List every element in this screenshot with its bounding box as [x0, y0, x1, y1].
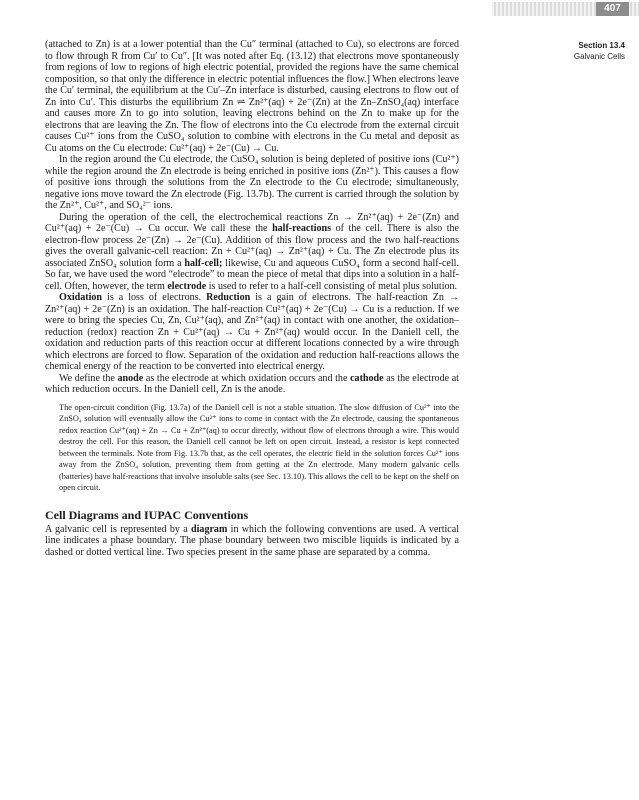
paragraph-5-part-a: We define the [59, 372, 118, 384]
paragraph-4-part-b: is a gain of electrons. The half-reaction Zn → Zn²⁺(aq) + 2e⁻(Zn) is an oxidation. The half-reaction Cu²⁺(aq) + 2e⁻(Cu) → Cu is a reduction. If we were to bring the species Cu, Zn, Cu²⁺(aq), and Zn²⁺(aq) in contact with one another, the oxidation–reduction (redox) reaction Zn + Cu²⁺(aq) → Cu + Zn²⁺(aq) would occur. In the Daniell cell, the oxidation and reduction parts of this reaction occur at different locations connected by a wire through which electrons are forced to flow. Separation of the oxidation and reduction half-reactions allows the chemical energy of the reaction to be converted into electrical energy. [45, 292, 459, 372]
page-number: 407 [596, 2, 629, 16]
paragraph-6-part-a: A galvanic cell is represented by a [45, 523, 192, 535]
paragraph-5-part-b: as the electrode at which oxidation occurs and the [143, 372, 351, 384]
paragraph-1: (attached to Zn) is at a lower potential than the Cu″ terminal (attached to Cu), so electrons are forced to flow through R from Cu′ to Cu″. [It was noted after Eq. (13.12) that electrons move spontaneously from regions of low to regions of high electric potential, provided the regions have the same chemical composition, so that only the difference in electric potential influences the flow.] When electrons leave the Cu′ terminal, the equilibrium at the Cu′–Zn interface is disturbed, causing electrons to flow out of Zn into Cu′. This disturbs the equilibrium Zn ⇌ Zn²⁺(aq) + 2e⁻(Zn) at the Zn–ZnSO₄(aq) interface and causes more Zn to go into solution, leaving electrons behind on the Zn to make up for the electrons that are leaving the Zn. The flow of electrons into the Cu electrode from the external circuit causes Cu²⁺ ions from the CuSO₄ solution to combine with electrons in the Cu metal and deposit as Cu atoms on the Cu electrode: Cu²⁺(aq) + 2e⁻(Cu) → Cu. [45, 39, 459, 154]
small-print-note [59, 402, 459, 494]
main-text [45, 39, 459, 558]
paragraph-5-part-c: as the electrode at which reduction occurs. In the Daniell cell, Zn is the anode. [45, 372, 459, 395]
paragraph-3-part-b: of the cell. There is also the electron-flow process 2e⁻(Zn) → 2e⁻(Cu). Addition of this flow process and the two half-reactions gives the overall galvanic-cell reaction: Zn + Cu²⁺(aq) → Zn²⁺(aq) + Cu. The Zn electrode plus its associated ZnSO₄ solution form a [45, 223, 459, 269]
term-cathode: cathode [350, 372, 384, 384]
section-margin-note [525, 40, 625, 62]
section-heading: Cell Diagrams and IUPAC Conventions [45, 507, 249, 522]
section-title: Galvanic Cells [573, 52, 625, 61]
term-half-cell: half-cell; [184, 257, 223, 269]
paragraph-5 [45, 373, 459, 396]
term-oxidation: Oxidation [59, 292, 102, 303]
term-electrode: electrode [167, 280, 207, 292]
term-reduction: Reduction [206, 292, 251, 303]
term-anode: anode [117, 372, 144, 384]
paragraph-3-part-a: During the operation of the cell, the electrochemical reactions Zn → Zn²⁺(aq) + 2e⁻(Zn) and Cu²⁺(aq) + 2e⁻(Cu) → Cu occur. We call these the [45, 211, 459, 234]
paragraph-3-part-d: is used to refer to a half-cell consisting of metal plus solution. [206, 280, 458, 292]
term-half-reactions: half-reactions [272, 223, 332, 234]
paragraph-4 [45, 292, 459, 373]
term-diagram: diagram [191, 523, 228, 535]
paragraph-4-part-a: is a loss of electrons. [102, 292, 207, 303]
paragraph-3-part-c: likewise, Cu and aqueous CuSO₄ form a second half-cell. So far, we have used the word “electrode” to mean the piece of metal that dips into a solution in a half-cell. Often, however, the term [45, 257, 459, 292]
paragraph-3 [45, 212, 459, 293]
section-label: Section 13.4 [578, 41, 625, 50]
paragraph-6 [45, 524, 459, 559]
small-print-paragraph: The open-circuit condition (Fig. 13.7a) of the Daniell cell is not a stable situation. The slow diffusion of Cu²⁺ into the ZnSO₄ solution will eventually allow the Cu²⁺ ions to come in contact with the Zn electrode, causing the spontaneous redox reaction Cu²⁺(aq) + Zn → Cu + Zn²⁺(aq) to occur directly, without flow of electrons through a wire. This would destroy the cell. For this reason, the Daniell cell cannot be left on open circuit. Instead, a resistor is kept connected between the terminals. Note from Fig. 13.7b that, as the cell operates, the electric field in the solution forces Cu²⁺ ions away from the ZnSO₄ solution, preventing them from getting at the Zn electrode. Many modern galvanic cells (batteries) have half-reactions that involve insoluble salts (see Sec. 13.10). This allows the cell to be kept on the shelf on open circuit. [59, 402, 459, 492]
paragraph-2: In the region around the Cu electrode, the CuSO₄ solution is being depleted of positive ions (Cu²⁺) while the region around the Zn electrode is being enriched in positive ions (Zn²⁺). This causes a flow of positive ions through the solutions from the Zn electrode to the Cu electrode; simultaneously, negative ions move toward the Zn electrode (Fig. 13.7b). The current is carried through the solution by the Zn²⁺, Cu²⁺, and SO₄²⁻ ions. [45, 154, 459, 211]
paragraph-6-part-b: in which the following conventions are used. A vertical line indicates a phase boundary. The phase boundary between two miscible liquids is indicated by a dashed or dotted vertical line. Two species present in the same phase are separated by a comma. [45, 523, 460, 558]
